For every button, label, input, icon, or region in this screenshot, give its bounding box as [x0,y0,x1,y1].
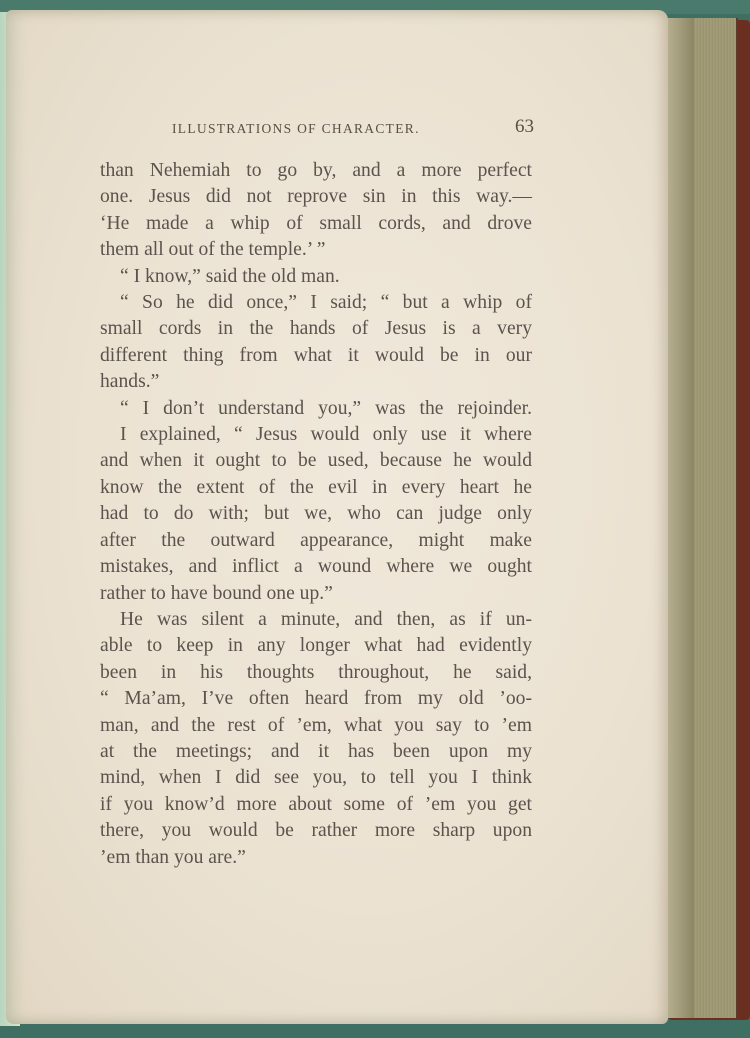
text-line: them all out of the temple.’ ” [100,239,326,261]
text-line: different thing from what it would be in our [100,344,532,366]
text-line: know the extent of the evil in every heart he [100,476,532,498]
text-line: there, you would be rather more sharp upon [100,820,532,842]
text-line: had to do with; but we, who can judge only [100,503,532,525]
text-line: ’em than you are.” [100,846,246,868]
text-line: been in his thoughts throughout, he said, [100,661,532,683]
text-line: rather to have bound one up.” [100,582,333,604]
text-line: small cords in the hands of Jesus is a very [100,318,532,340]
text-line: able to keep in any longer what had evidently [100,635,532,657]
page-number: 63 [515,116,534,137]
text-line: one. Jesus did not reprove sin in this way.— [100,186,532,208]
body-text [100,158,532,871]
text-line: if you know’d more about some of ’em you get [100,793,532,815]
text-line: after the outward appearance, might make [100,529,532,551]
text-line: mind, when I did see you, to tell you I think [100,767,532,789]
text-line: He was silent a minute, and then, as if un- [120,608,532,630]
text-line: “ So he did once,” I said; “ but a whip of [120,292,532,314]
text-line: man, and the rest of ’em, what you say to ’em [100,714,532,736]
text-line: “ I know,” said the old man. [120,265,340,287]
text-line: at the meetings; and it has been upon my [100,740,532,762]
running-head: ILLUSTRATIONS OF CHARACTER. [172,121,420,136]
text-line: than Nehemiah to go by, and a more perfect [100,160,532,181]
text-line: I explained, “ Jesus would only use it where [120,424,532,446]
text-line: “ Ma’am, I’ve often heard from my old ’oo- [100,688,532,710]
text-line: hands.” [100,371,160,393]
text-line: and when it ought to be used, because he would [100,450,532,472]
text-line: “ I don’t understand you,” was the rejoinder. [120,397,532,419]
text-line: mistakes, and inflict a wound where we ought [100,556,532,578]
text-line: ‘He made a whip of small cords, and drove [100,212,532,234]
